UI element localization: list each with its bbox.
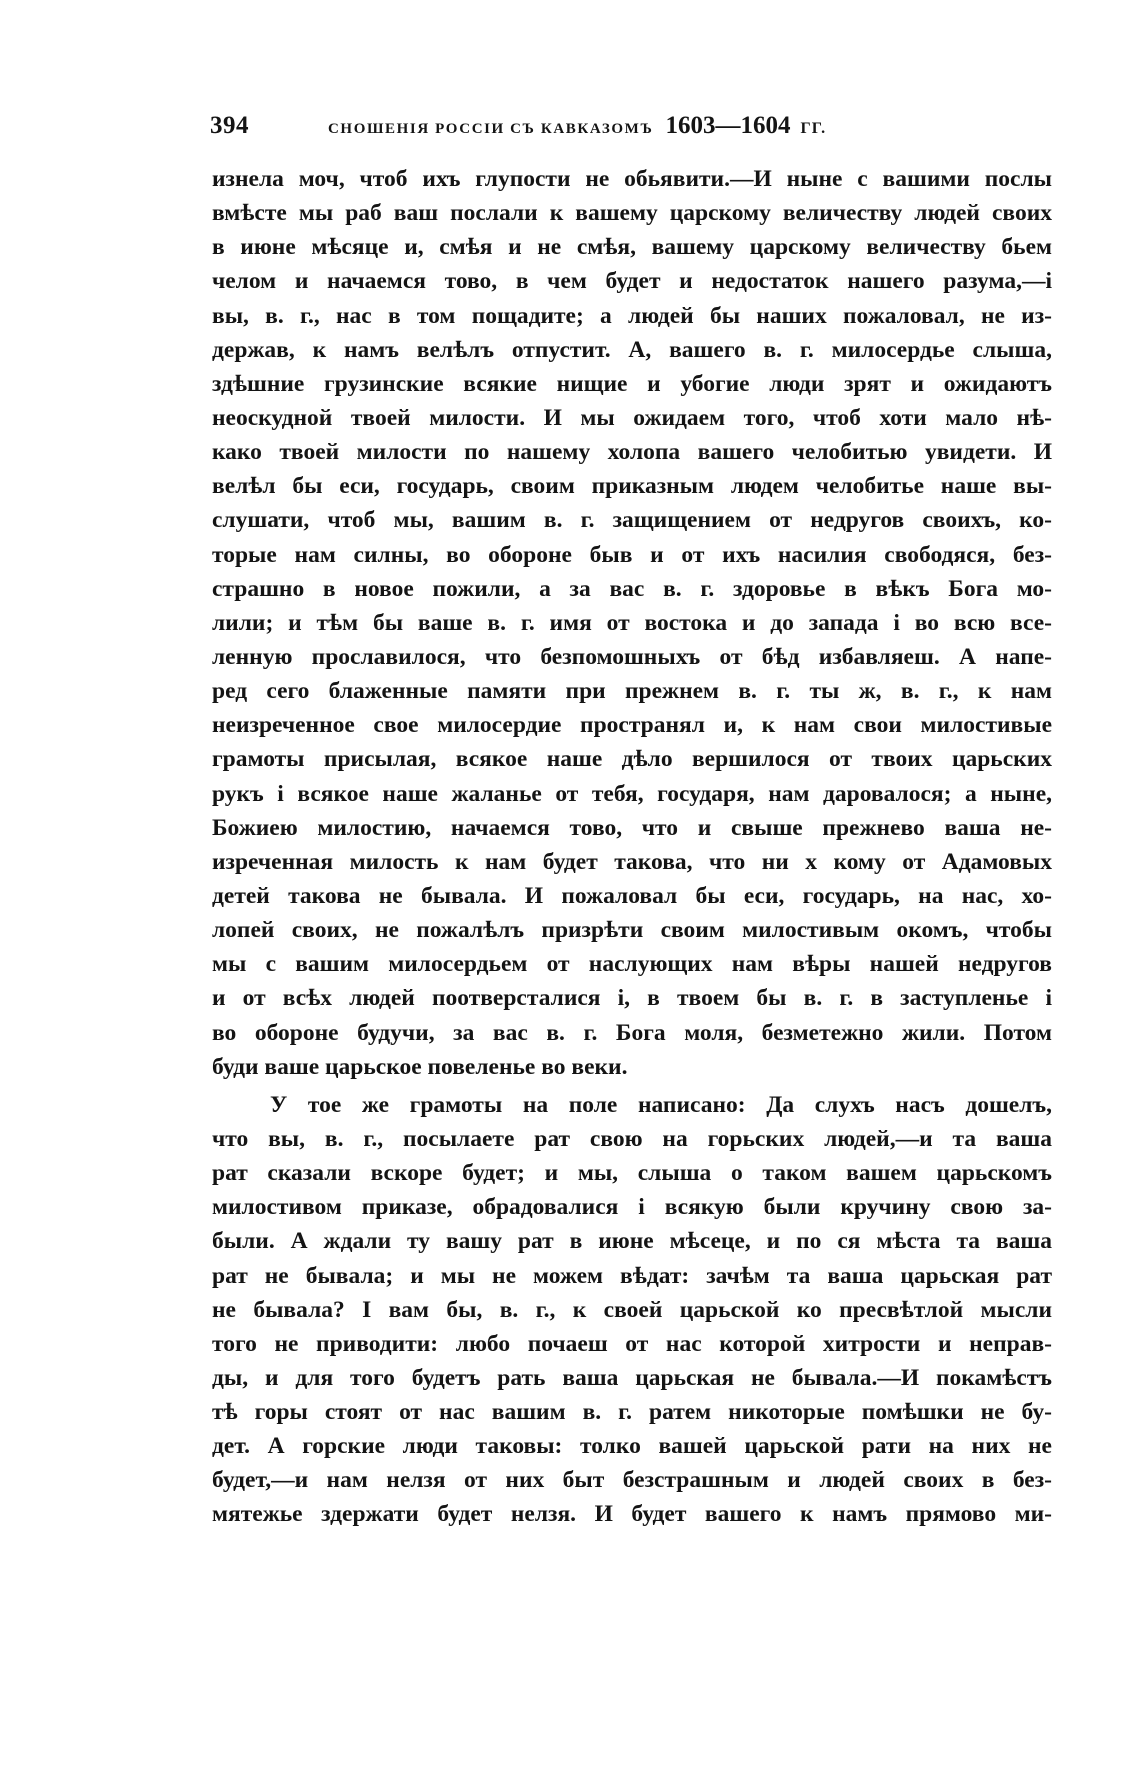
text-line: изреченная милость к нам будет такова, что ни х кому от Адамовых [212,848,1052,875]
text-line: неоскудной твоей милости. И мы ожидаем того, чтоб хоти мало нѣ- [212,404,1052,431]
text-line: тѣ горы стоят от нас вашим в. г. ратем никоторые помѣшки не бу- [212,1399,1052,1426]
text-line: здѣшние грузинские всякие нищие и убогие люди зрят и ожидаютъ [212,370,1052,397]
running-head-years: 1603—1604 [665,112,791,139]
text-line: торые нам силны, во обороне быв и от ихъ насилия свободяся, без- [212,541,1052,568]
text-line: ды, и для того будетъ рать ваша царьская не бывала.—И покамѣстъ [212,1364,1052,1391]
text-line: детей такова не бывала. И пожаловал бы еси, государь, на нас, хо- [212,882,1052,909]
text-line: что вы, в. г., посылаете рат свою на горьских людей,—и та ваша [212,1125,1052,1152]
paragraph [212,1088,1052,1532]
paragraph [212,162,1052,1084]
text-line: грамоты присылая, всякое наше дѣло вершилося от твоих царьских [212,746,1052,773]
text-line: лили; и тѣм бы ваше в. г. имя от востока и до запада і во всю все- [212,609,1052,636]
text-line: рат сказали вскоре будет; и мы, слыша о таком вашем царьскомъ [212,1160,1052,1187]
running-head-title: СНОШЕНІЯ РОССІИ СЪ КАВКАЗОМЪ [328,121,654,137]
text-line: У тое же грамоты на поле написано: Да слухъ насъ дошелъ, [270,1091,1052,1118]
text-line: страшно в новое пожили, а за вас в. г. здоровье в вѣкъ Бога мо- [212,575,1052,602]
text-line: рукъ і всякое наше жаланье от тебя, государя, нам даровалося; а ныне, [212,780,1052,807]
text-line: дет. А горские люди таковы: толко вашей царьской рати на них не [212,1433,1052,1460]
text-line: слушати, чтоб мы, вашим в. г. защищением от недругов своихъ, ко- [212,507,1052,534]
text-line: мятежье здержати будет нелзя. И будет вашего к намъ прямово ми- [212,1501,1052,1528]
body-text [212,162,1052,1532]
text-line: будет,—и нам нелзя от них быт безстрашным и людей своих в без- [212,1467,1052,1494]
text-line: велѣл бы еси, государь, своим приказным людем челобитье наше вы- [212,473,1052,500]
text-line: вы, в. г., нас в том пощадите; а людей бы наших пожаловал, не из- [212,302,1052,329]
text-line: в июне мѣсяце и, смѣя и не смѣя, вашему царскому величеству бьем [212,234,1052,261]
text-line: вмѣсте мы раб ваш послали к вашему царскому величеству людей своих [212,200,1052,227]
text-line: неизреченное свое милосердие пространял и, к нам свои милостивые [212,712,1052,739]
page-number: 394 [210,112,249,139]
text-line: того не приводити: любо почаеш от нас которой хитрости и неправ- [212,1330,1052,1357]
running-head-abbr: ГГ. [800,120,827,137]
running-head [210,112,1050,148]
text-line: были. А ждали ту вашу рат в июне мѣсеце, и по ся мѣста та ваша [212,1228,1052,1255]
text-line: милостивом приказе, обрадовалися і всякую были кручину свою за- [212,1194,1052,1221]
text-line: челом и начаемся тово, в чем будет и недостаток нашего разума,—і [212,268,1052,295]
text-line: не бывала? І вам бы, в. г., к своей царьской ко пресвѣтлой мысли [212,1296,1052,1323]
text-line: Божиею милостию, начаемся тово, что и свыше прежнево ваша не- [212,814,1052,841]
text-line: лопей своих, не пожалѣлъ призрѣти своим милостивым окомъ, чтобы [212,917,1052,944]
text-line: и от всѣх людей поотверсталися і, в твоем бы в. г. в заступленье і [212,985,1052,1012]
text-line: рат не бывала; и мы не можем вѣдат: зачѣм та ваша царьская рат [212,1262,1052,1289]
text-line: во обороне будучи, за вас в. г. Бога моля, безметежно жили. Потом [212,1019,1052,1046]
text-line: мы с вашим милосердьем от наслующих нам вѣры нашей недругов [212,951,1052,978]
text-line: како твоей милости по нашему холопа вашего челобитью увидети. И [212,439,1052,466]
text-line: ред сего блаженные памяти при прежнем в. г. ты ж, в. г., к нам [212,678,1052,705]
text-line: изнела моч, чтоб ихъ глупости не обьявити.—И ныне с вашими послы [212,166,1052,192]
text-line: буди ваше царьское повеленье во веки. [212,1053,628,1080]
text-line: держав, к намъ велѣлъ отпустит. А, вашего в. г. милосердье слыша, [212,336,1052,363]
text-line: ленную прославилося, что безпомошныхъ от бѣд избавляеш. А напе- [212,643,1052,670]
